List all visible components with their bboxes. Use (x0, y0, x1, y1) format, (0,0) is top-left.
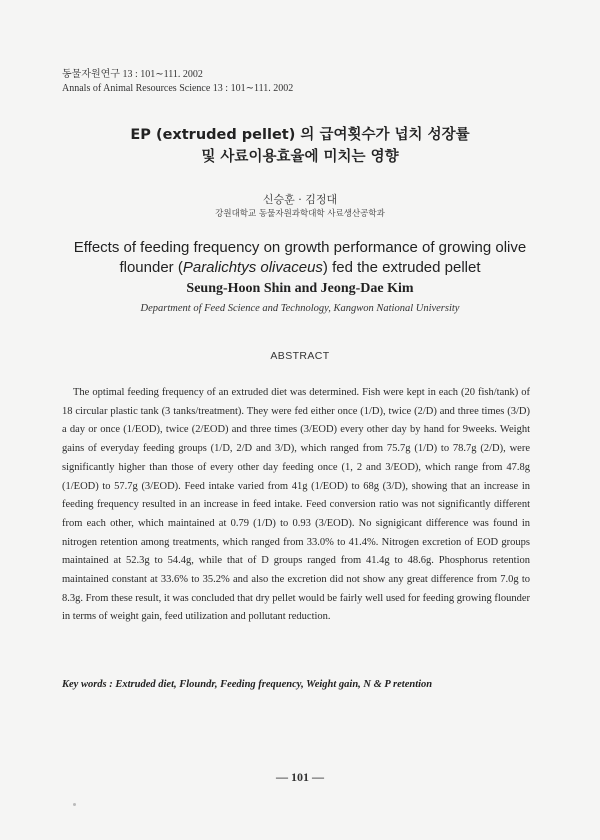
english-title (0, 238, 600, 278)
korean-title-line-1: EP (extruded pellet) 의 급여횟수가 넙치 성장률 (130, 127, 470, 143)
abstract-text: The optimal feeding frequency of an extruded diet was determined. Fish were kept in each (20 fish/tank) of 18 circular plastic tank (3 tanks/treatment). They were fed either once (1/D), twice (2/D) and three times (3/D) a day or once (1/EOD), twice (2/EOD) and three times (3/EOD) every other day by hand for 9weeks. Weight gains of everyday feeding groups (1/D, 2/D and 3/D), which ranged from 75.7g (1/D) to 78.7g (2/D), were significantly higher than those of every other day feeding once (1, 2 and 3/EOD), which range from 47.8g (1/EOD) to 57.7g (3/EOD). Feed intake varied from 41g (1/EOD) to 68g (3/D), showing that an increase in feeding frequency resulted in an increase in feed intake. Feed conversion ratio was not significantly different from each other, which maintained at 0.79 (1/D) to 0.93 (3/EOD). No signigicant difference was found in nitrogen retention among treatments, which ranged from 33.0% to 41.4%. Nitrogen excretion of EOD groups maintained at 52.3g to 54.4g, while that of D groups ranged from 41.4g to 48.6g. Phosphorus retention maintained constant at 33.6% to 35.2% and also the excretion did not show any great difference from 7.0g to 8.3g. From these result, it was concluded that dry pellet would be fairly well used for feeding growing flounder in terms of weight gain, feed utilization and pollutant reduction. (62, 387, 530, 623)
english-affiliation: Department of Feed Science and Technology, Kangwon National University (140, 303, 460, 314)
keywords: Key words : Extruded diet, Floundr, Feeding frequency, Weight gain, N & P retention (62, 679, 433, 690)
english-authors: Seung-Hoon Shin and Jeong-Dae Kim (186, 281, 414, 296)
journal-citation-english: Annals of Animal Resources Science 13 : 101∼111. 2002 (62, 83, 294, 94)
korean-title-line-2: 및 사료이용효율에 미치는 영향 (201, 149, 399, 165)
korean-title (0, 124, 600, 168)
scan-speck (73, 803, 76, 806)
korean-authors: 신승훈 · 김정대 (262, 193, 338, 206)
english-title-line-1: Effects of feeding frequency on growth performance of growing olive (73, 239, 527, 256)
journal-citation (62, 68, 293, 96)
english-title-line-2 (0, 258, 600, 278)
species-name: Paralichtys olivaceus (182, 259, 323, 276)
title-line-2-prefix: flounder ( (119, 259, 183, 276)
journal-citation-korean: 동물자원연구 13 : 101∼111. 2002 (62, 69, 203, 80)
page-number: — 101 — (276, 770, 324, 784)
abstract-heading: ABSTRACT (270, 350, 330, 362)
title-line-2-suffix: ) fed the extruded pellet (322, 259, 481, 276)
korean-affiliation: 강원대학교 동물자원과학대학 사료생산공학과 (215, 209, 385, 219)
